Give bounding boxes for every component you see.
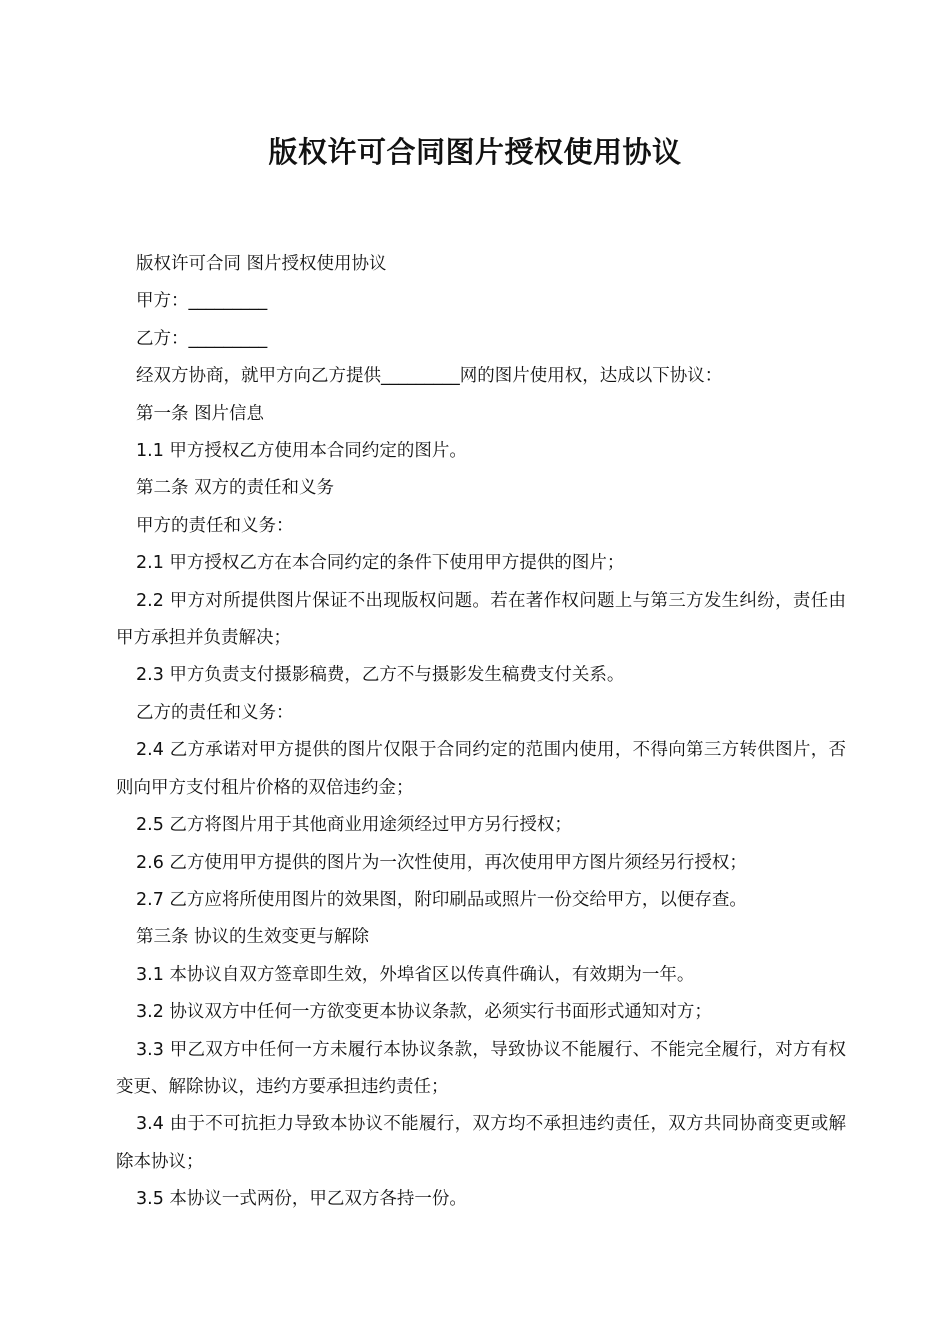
clause-3-2: 3.2 协议双方中任何一方欲变更本协议条款，必须实行书面形式通知对方； [136,1002,712,1023]
paragraph-subtitle: 版权许可合同 图片授权使用协议 [136,254,387,274]
clause-2-5: 2.5 乙方将图片用于其他商业用途须经过甲方另行授权； [136,815,572,836]
clause-2-6: 2.6 乙方使用甲方提供的图片为一次性使用，再次使用甲方图片须经另行授权； [136,852,747,873]
clause-3-1: 3.1 本协议自双方签章即生效，外埠省区以传真件确认，有效期为一年。 [136,964,695,985]
article-2-heading: 第二条 双方的责任和义务 [136,478,335,499]
paragraph-party-b: 乙方：_________ [136,328,268,349]
clause-3-3: 3.3 甲乙双方中任何一方未履行本协议条款，导致协议不能履行、不能完全履行，对方有权变更、解除协议，违约方要承担违约责任； [116,1039,846,1097]
document-body [116,246,846,1219]
clause-2-1: 2.1 甲方授权乙方在本合同约定的条件下使用甲方提供的图片； [136,553,625,574]
clause-2-2: 2.2 甲方对所提供图片保证不出现版权问题。若在著作权问题上与第三方发生纠纷，责任由甲方承担并负责解决； [116,590,846,649]
clause-3-4: 3.4 由于不可抗拒力导致本协议不能履行，双方均不承担违约责任，双方共同协商变更或解除本协议； [116,1114,846,1172]
clause-2-7: 2.7 乙方应将所使用图片的效果图，附印刷品或照片一份交给甲方，以便存查。 [136,889,747,910]
clause-1-1: 1.1 甲方授权乙方使用本合同约定的图片。 [136,441,467,462]
paragraph-party-a: 甲方：_________ [136,291,268,312]
document-title: 版权许可合同图片授权使用协议 [268,135,682,169]
article-1-heading: 第一条 图片信息 [136,403,265,424]
party-b-duties-heading: 乙方的责任和义务： [136,702,294,723]
clause-3-5: 3.5 本协议一式两份，甲乙双方各持一份。 [136,1189,467,1210]
paragraph-preamble: 经双方协商，就甲方向乙方提供_________网的图片使用权，达成以下协议： [136,366,723,387]
article-3-heading: 第三条 协议的生效变更与解除 [136,927,370,948]
party-a-duties-heading: 甲方的责任和义务： [136,515,294,536]
clause-2-3: 2.3 甲方负责支付摄影稿费，乙方不与摄影发生稿费支付关系。 [136,665,625,686]
clause-2-4: 2.4 乙方承诺对甲方提供的图片仅限于合同约定的范围内使用，不得向第三方转供图片，否则向甲方支付租片价格的双倍违约金； [116,740,846,798]
